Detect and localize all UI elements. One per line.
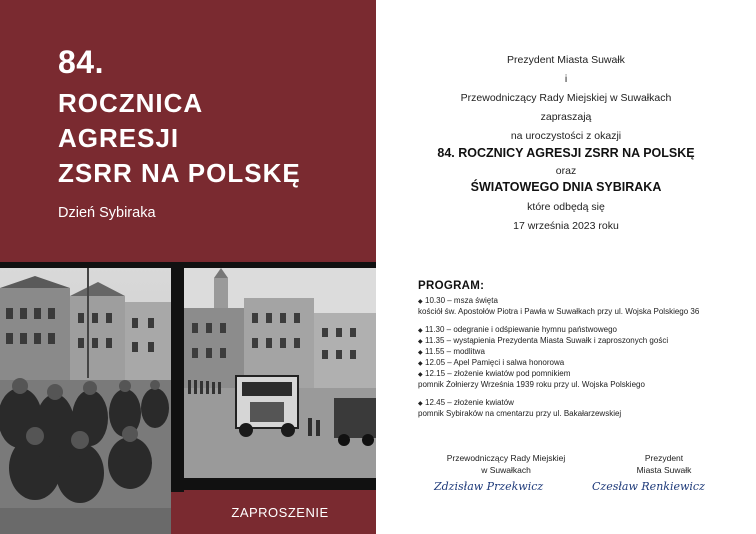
title-line-3: ZSRR NA POLSKĘ — [58, 158, 301, 188]
right-panel — [376, 0, 756, 534]
inviter-2: Przewodniczący Rady Miejskiej w Suwałkach — [460, 92, 672, 104]
program-item-location: pomnik Żołnierzy Września 1939 roku przy ul. Wojska Polskiego — [418, 380, 645, 389]
signature-title: Przewodniczący Rady Miejskiej — [446, 453, 566, 463]
program-title: PROGRAM: — [418, 280, 485, 292]
program-item: ◆ 12.15 – złożenie kwiatów pod pomnikiem — [418, 369, 571, 378]
signature-block-mayor — [594, 452, 734, 476]
conjunction-i: i — [564, 73, 568, 85]
street-truck-photo — [184, 268, 376, 478]
program-item: ◆ 10.30 – msza święta — [418, 296, 498, 305]
event-date: 17 września 2023 roku — [513, 220, 619, 232]
occasion-intro: na uroczystości z okazji — [510, 130, 622, 142]
program-item-location: kościół św. Apostołów Piotra i Pawła w Suwałkach przy ul. Wojska Polskiego 36 — [418, 307, 700, 316]
title-line-2: AGRESJI — [58, 123, 180, 153]
cavalry-photo — [0, 268, 171, 534]
program-item: ◆ 12.45 – złożenie kwiatów — [418, 398, 514, 407]
subtitle: Dzień Sybiraka — [58, 205, 156, 221]
handwritten-signature-council: Zdzisław Przekwicz — [434, 480, 544, 493]
program-item: ◆ 11.55 – modlitwa — [418, 347, 485, 356]
anniversary-number: 84. — [58, 44, 104, 80]
program-item: ◆ 11.35 – wystąpienia Prezydenta Miasta Suwałk i zaproszonych gości — [418, 336, 669, 345]
title-line-1: ROCZNICA — [58, 88, 204, 118]
event-2: ŚWIATOWEGO DNIA SYBIRAKA — [470, 180, 662, 194]
event-1: 84. ROCZNICY AGRESJI ZSRR NA POLSKĘ — [437, 146, 695, 160]
historical-photos — [0, 262, 376, 492]
invite-verb: zapraszają — [540, 111, 592, 123]
invitation-label: ZAPROSZENIE — [184, 490, 376, 534]
program-item: ◆ 12.05 – Apel Pamięci i salwa honorowa — [418, 358, 565, 367]
when-intro: które odbędą się — [527, 201, 605, 213]
signature-title: w Suwałkach — [481, 465, 531, 475]
handwritten-signature-mayor: Czesław Renkiewicz — [592, 480, 705, 493]
program-item: ◆ 11.30 – odegranie i odśpiewanie hymnu państwowego — [418, 325, 617, 334]
conjunction-oraz: oraz — [555, 165, 577, 177]
signature-title: Prezydent — [644, 453, 684, 463]
program-item-location: pomnik Sybiraków na cmentarzu przy ul. Bakałarzewskiej — [418, 409, 622, 418]
left-panel — [0, 0, 376, 534]
inviter-1: Prezydent Miasta Suwałk — [507, 54, 625, 66]
signature-title: Miasta Suwałk — [636, 465, 692, 475]
signature-block-council — [416, 452, 596, 476]
